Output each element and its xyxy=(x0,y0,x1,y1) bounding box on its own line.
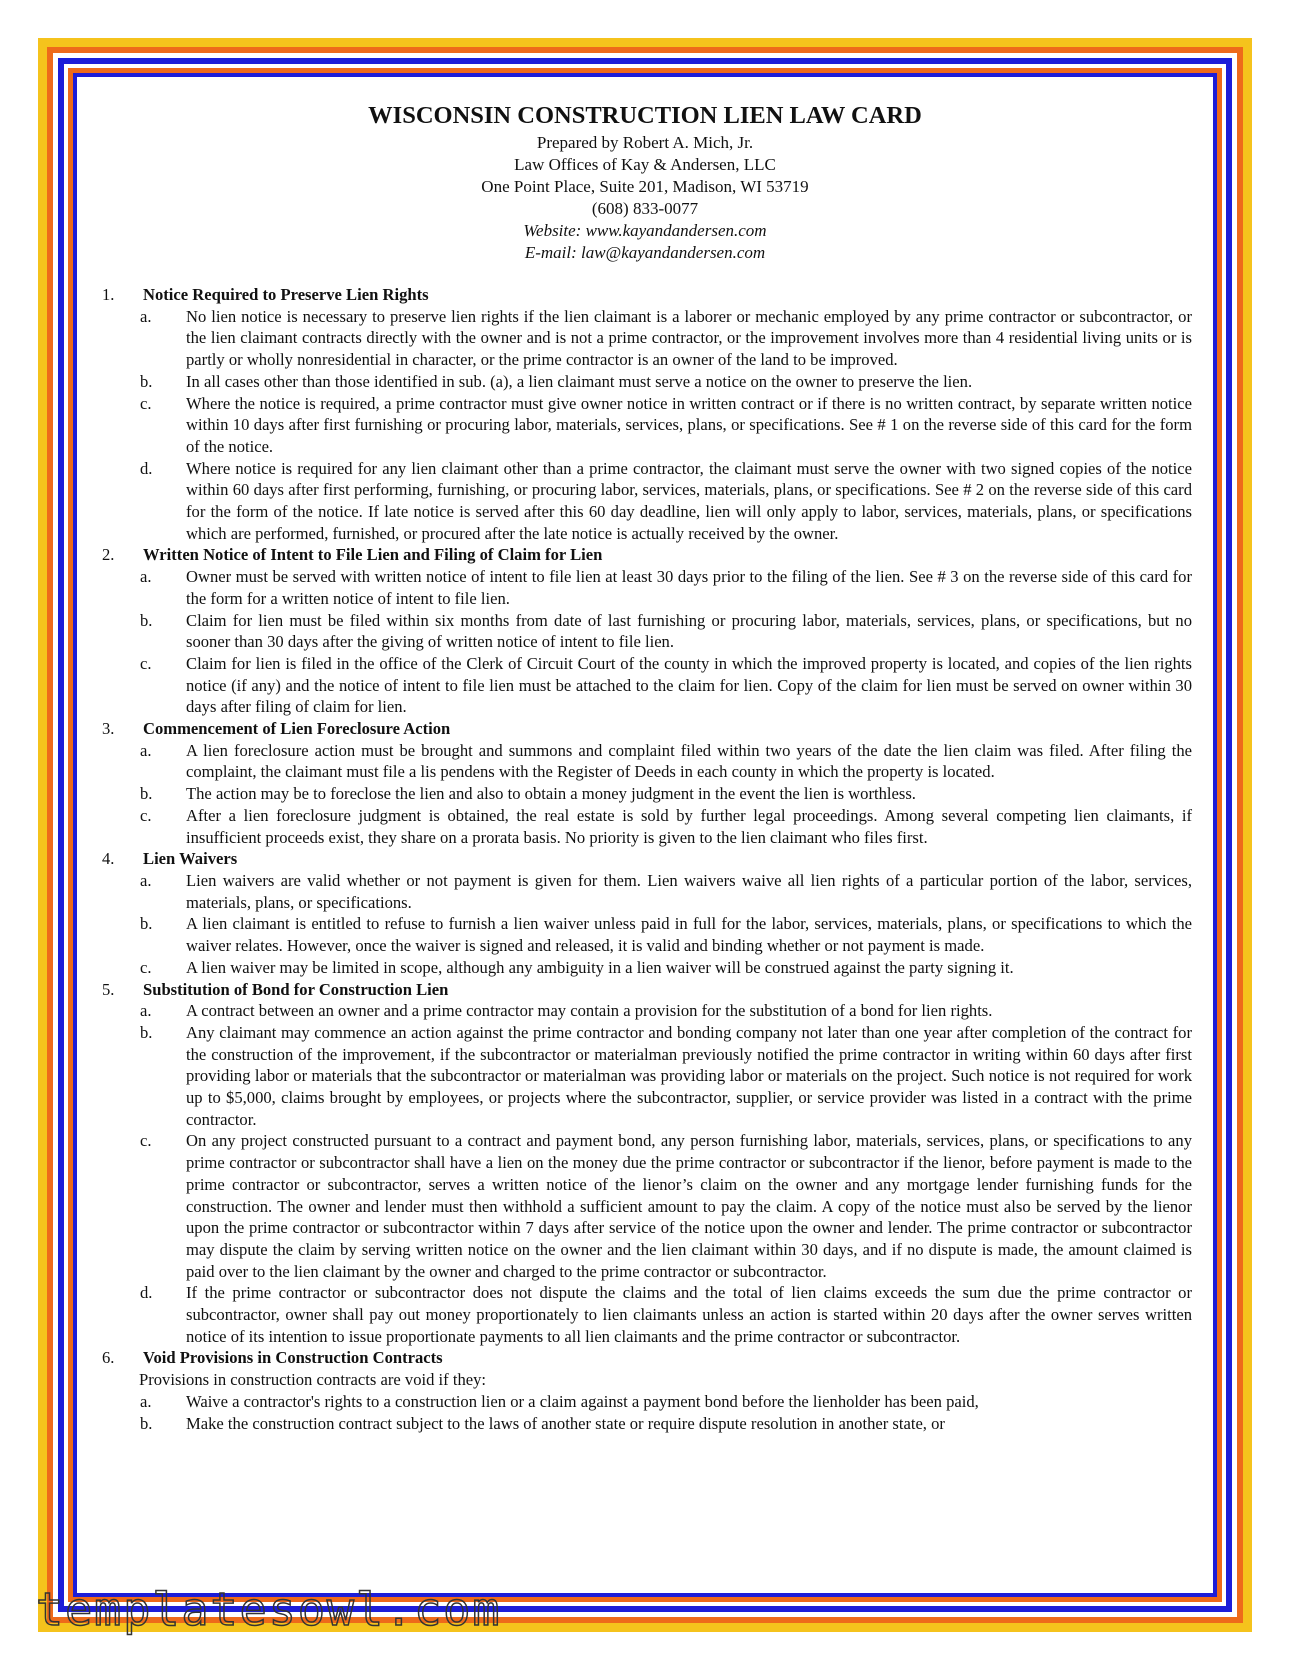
list-item xyxy=(98,805,1192,848)
item-letter: a. xyxy=(140,870,152,890)
item-text: Waive a contractor's rights to a construction lien or a claim against a payment bond before the lienholder has been paid, xyxy=(186,1391,979,1411)
firm-phone: (608) 833-0077 xyxy=(591,199,699,218)
prepared-by: Prepared by Robert A. Mich, Jr. xyxy=(536,133,754,152)
list-item xyxy=(98,566,1192,609)
item-text: Claim for lien must be filed within six months from date of last furnishing or procuring labor, materials, services, plans, or specifications, but no sooner than 30 days after the giving of written notice of intent to file lien. xyxy=(186,610,1192,652)
section-heading xyxy=(98,284,1192,306)
item-letter: c. xyxy=(140,653,152,673)
item-letter: c. xyxy=(140,805,152,825)
list-item xyxy=(98,1282,1192,1347)
item-letter: c. xyxy=(140,957,152,977)
item-letter: c. xyxy=(140,1131,152,1151)
section-number: 2. xyxy=(102,545,115,565)
section-heading xyxy=(98,1347,1192,1369)
item-text: Where the notice is required, a prime contractor must give owner notice in written contract or if there is no written contract, by separate written notice within 10 days after first furnishing or procuring labor, materials, services, plans, or specifications. See # 1 on the reverse side of this card for the form of the notice. xyxy=(186,393,1192,456)
list-item xyxy=(98,870,1192,913)
list-item xyxy=(98,1413,1192,1435)
item-text: No lien notice is necessary to preserve lien rights if the lien claimant is a laborer or mechanic employed by any prime contractor or subcontractor, or the lien claimant contracts directly with the owner and is not a prime contractor, or the improvement involves more than 4 residential living units or is partly or wholly nonresidential in character, or the prime contractor is an owner of the land to be improved. xyxy=(186,306,1192,370)
item-text: Any claimant may commence an action against the prime contractor and bonding company not later than one year after completion of the contract for the construction of the improvement, if the subcontractor or materialman previously notified the prime contractor in writing within 60 days after first providing labor or materials that the subcontractor or materialman was providing labor or materials on the project. Such notice is not required for work up to $5,000, claims brought by employees, or projects where the subcontractor, supplier, or service provider was listed in a contract with the prime contractor. xyxy=(186,1022,1192,1129)
list-item xyxy=(98,957,1192,979)
item-text: A lien waiver may be limited in scope, although any ambiguity in a lien waiver will be construed against the party signing it. xyxy=(186,957,1014,977)
item-text: A lien claimant is entitled to refuse to furnish a lien waiver unless paid in full for the labor, services, materials, plans, or specifications to which the waiver relates. However, once the waiver is signed and released, it is valid and binding whether or not payment is made. xyxy=(186,914,1192,956)
item-letter: d. xyxy=(140,458,153,478)
list-item xyxy=(98,1022,1192,1131)
section-heading xyxy=(98,718,1192,740)
list-item xyxy=(98,1391,1192,1413)
item-letter: b. xyxy=(140,1413,153,1433)
item-text: In all cases other than those identified in sub. (a), a lien claimant must serve a notice on the owner to preserve the lien. xyxy=(186,371,973,391)
item-text: Lien waivers are valid whether or not payment is given for them. Lien waivers waive all lien rights of a particular portion of the labor, services, materials, plans, or specifications. xyxy=(186,870,1192,912)
section-5 xyxy=(98,979,1192,1348)
list-item xyxy=(98,393,1192,458)
section-intro: Provisions in construction contracts are void if they: xyxy=(139,1370,487,1390)
firm-website: Website: www.kayandandersen.com xyxy=(523,221,767,240)
section-2 xyxy=(98,544,1192,718)
section-title: Void Provisions in Construction Contracts xyxy=(143,1348,443,1368)
item-letter: c. xyxy=(140,393,152,413)
section-number: 3. xyxy=(102,719,115,739)
item-text: The action may be to foreclose the lien and also to obtain a money judgment in the event the lien is worthless. xyxy=(186,784,916,804)
section-number: 5. xyxy=(102,979,115,999)
section-title: Notice Required to Preserve Lien Rights xyxy=(143,285,429,304)
item-text: If the prime contractor or subcontractor does not dispute the claims and the total of lien claims exceeds the sum due the prime contractor or subcontractor, owner shall pay out money proportionately to lien claimants unless an action is started within 20 days after the owner serves written notice of its intention to issue proportionate payments to all lien claimants and the prime contractor or subcontractor. xyxy=(186,1283,1192,1346)
item-text: Owner must be served with written notice of intent to file lien at least 30 days prior to the filing of the lien. See # 3 on the reverse side of this card for the form for a written notice of intent to file lien. xyxy=(186,567,1192,608)
section-title: Lien Waivers xyxy=(143,849,238,869)
list-item xyxy=(98,371,1192,393)
item-text: After a lien foreclosure judgment is obtained, the real estate is sold by further legal proceedings. Among several competing lien claimants, if insufficient proceeds exist, they share on a prorata basis. No priority is given to the lien claimant who files first. xyxy=(186,805,1192,847)
section-number: 4. xyxy=(102,849,115,869)
item-letter: a. xyxy=(140,1001,152,1021)
list-item xyxy=(98,653,1192,718)
list-item xyxy=(98,740,1192,783)
section-4 xyxy=(98,848,1192,978)
item-text: On any project constructed pursuant to a contract and payment bond, any person furnishing labor, materials, services, plans, or specifications to any prime contractor or subcontractor shall have a lien on the money due the prime contractor or subcontractor if the lienor, before payment is made to the prime contractor or subcontractor, serves a written notice of the lienor’s claim on the owner and any mortgage lender furnishing funds for the construction. The owner and lender must then withhold a sufficient amount to pay the claim. A copy of the notice must also be served by the lienor upon the prime contractor or subcontractor within 7 days after service of the notice upon the owner and lender. The prime contractor or subcontractor may dispute the claim by serving written notice on the owner and the lien claimant within 30 days, and if no dispute is made, the amount claimed is paid over to the lien claimant by the owner and charged to the prime contractor or subcontractor. xyxy=(186,1131,1192,1281)
section-title: Commencement of Lien Foreclosure Action xyxy=(143,719,451,739)
item-letter: b. xyxy=(140,610,153,630)
item-letter: d. xyxy=(140,1283,153,1303)
section-number: 1. xyxy=(102,285,115,304)
list-item xyxy=(98,1130,1192,1282)
section-3 xyxy=(98,718,1192,848)
item-text: A contract between an owner and a prime contractor may contain a provision for the substitution of a bond for lien rights. xyxy=(186,1001,993,1021)
section-heading xyxy=(98,544,1192,566)
section-number: 6. xyxy=(102,1348,115,1368)
item-letter: a. xyxy=(140,1391,152,1411)
list-item xyxy=(98,1000,1192,1022)
document-header xyxy=(80,100,1210,264)
document-body xyxy=(98,284,1192,1434)
list-item xyxy=(98,610,1192,653)
list-item xyxy=(98,458,1192,545)
item-text: A lien foreclosure action must be brought and summons and complaint filed within two years of the date the lien claim was filed. After filing the complaint, the claimant must file a lis pendens with the Register of Deeds in each county in which the property is located. xyxy=(186,740,1192,782)
list-item xyxy=(98,306,1192,371)
item-text: Make the construction contract subject to the laws of another state or require dispute resolution in another state, or xyxy=(186,1413,945,1433)
watermark: templatesowl.com xyxy=(36,1583,502,1636)
section-1 xyxy=(98,284,1192,544)
section-6 xyxy=(98,1347,1192,1434)
section-title: Substitution of Bond for Construction Lien xyxy=(143,979,449,999)
section-title: Written Notice of Intent to File Lien and Filing of Claim for Lien xyxy=(143,545,603,565)
section-heading xyxy=(98,979,1192,1001)
firm-name: Law Offices of Kay & Andersen, LLC xyxy=(514,155,776,174)
item-letter: b. xyxy=(140,371,153,391)
section-heading xyxy=(98,848,1192,870)
item-letter: b. xyxy=(140,914,153,934)
firm-address: One Point Place, Suite 201, Madison, WI 53719 xyxy=(481,177,809,196)
item-letter: a. xyxy=(140,306,152,326)
item-text: Claim for lien is filed in the office of the Clerk of Circuit Court of the county in which the improved property is located, and copies of the lien rights notice (if any) and the notice of intent to file lien must be attached to the claim for lien. Copy of the claim for lien must be served on owner within 30 days after filing of claim for lien. xyxy=(186,653,1192,717)
document-title: WISCONSIN CONSTRUCTION LIEN LAW CARD xyxy=(368,102,922,129)
firm-email: E-mail: law@kayandandersen.com xyxy=(524,243,766,262)
list-item xyxy=(98,783,1192,805)
item-text: Where notice is required for any lien claimant other than a prime contractor, the claimant must serve the owner with two signed copies of the notice within 60 days after first performing, furnishing, or procuring labor, services, materials, plans, or specifications. See # 2 on the reverse side of this card for the form of the notice. If late notice is served after this 60 day deadline, lien will only apply to labor, services, materials, plans, or specifications which are performed, furnished, or procured after the late notice is actually received by the owner. xyxy=(186,458,1192,543)
item-letter: a. xyxy=(140,740,152,760)
item-letter: a. xyxy=(140,567,152,587)
list-item xyxy=(98,913,1192,956)
item-letter: b. xyxy=(140,784,153,804)
item-letter: b. xyxy=(140,1022,153,1042)
